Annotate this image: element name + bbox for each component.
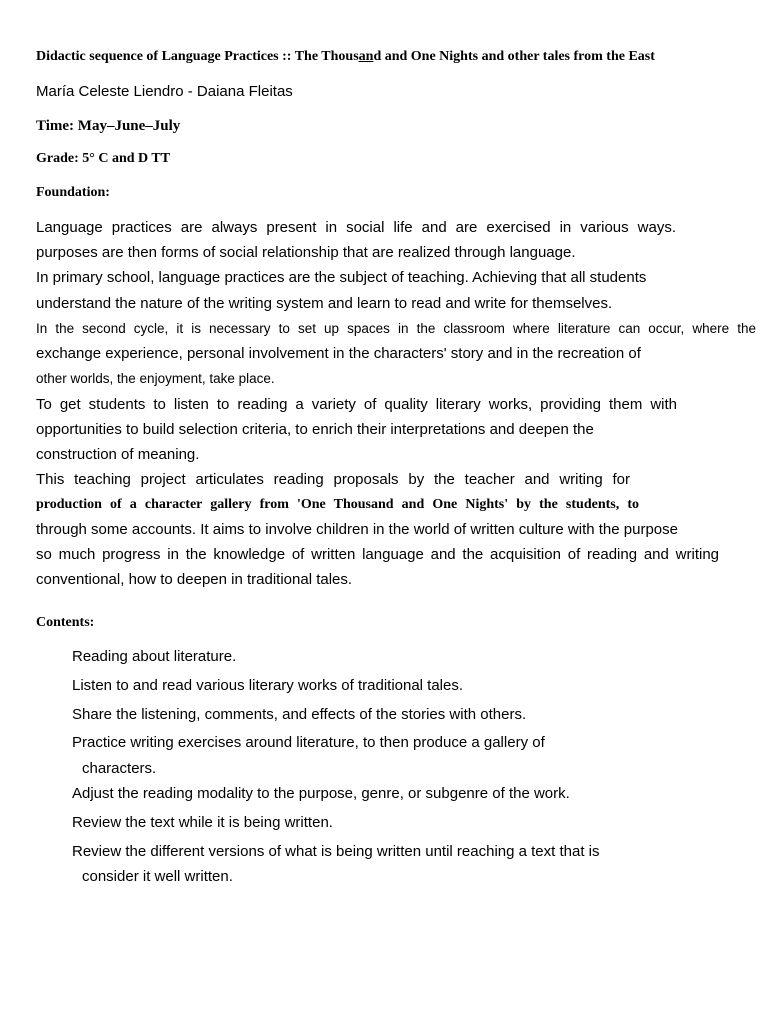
contents-item xyxy=(60,843,600,860)
contents-item-text: Adjust the reading modality to the purpose, genre, or subgenre of the work. xyxy=(72,785,570,802)
foundation-line: To get students to listen to reading a variety of quality literary works, providing them with xyxy=(36,396,677,413)
contents-item xyxy=(60,648,236,665)
foundation-line: understand the nature of the writing system and learn to read and write for themselves. xyxy=(36,295,613,312)
foundation-line: production of a character gallery from 'One Thousand and One Nights' by the students, to xyxy=(36,497,639,512)
contents-item-continuation: consider it well written. xyxy=(82,868,233,885)
foundation-line: other worlds, the enjoyment, take place. xyxy=(36,371,275,386)
title-part-2: an xyxy=(358,49,374,64)
foundation-line: Language practices are always present in social life and are exercised in various ways. xyxy=(36,219,676,236)
contents-item-text: Reading about literature. xyxy=(72,648,237,665)
document-title xyxy=(36,49,655,65)
contents-item-text: Share the listening, comments, and effects of the stories with others. xyxy=(72,706,527,723)
contents-item-text: Listen to and read various literary works of traditional tales. xyxy=(72,677,464,694)
title-part-1: Didactic sequence of Language Practices :: The Thous xyxy=(36,49,359,64)
contents-item-text: Review the text while it is being written. xyxy=(72,814,333,831)
contents-item xyxy=(60,785,570,802)
contents-item xyxy=(60,814,333,831)
foundation-line: opportunities to build selection criteria, to enrich their interpretations and deepen the xyxy=(36,421,594,438)
foundation-line: In primary school, language practices are the subject of teaching. Achieving that all students xyxy=(36,269,647,286)
foundation-line: so much progress in the knowledge of written language and the acquisition of reading and writing xyxy=(36,546,719,563)
foundation-line: construction of meaning. xyxy=(36,446,200,463)
foundation-line: exchange experience, personal involvement in the characters' story and in the recreation of xyxy=(36,345,641,362)
foundation-line: purposes are then forms of social relationship that are realized through language. xyxy=(36,244,576,261)
contents-item-continuation: characters. xyxy=(82,760,157,777)
contents-heading: Contents: xyxy=(36,615,95,630)
foundation-line: conventional, how to deepen in traditional tales. xyxy=(36,571,353,588)
foundation-line: through some accounts. It aims to involve children in the world of written culture with the purpose xyxy=(36,521,678,538)
contents-item-text: Practice writing exercises around literature, to then produce a gallery of xyxy=(72,734,545,751)
title-part-3: d and One Nights and other tales from the East xyxy=(373,49,655,64)
foundation-line: This teaching project articulates reading proposals by the teacher and writing for xyxy=(36,471,630,488)
grade-line: Grade: 5° C and D TT xyxy=(36,151,171,166)
contents-item xyxy=(60,734,545,751)
contents-item-text: Review the different versions of what is being written until reaching a text that is xyxy=(72,843,600,860)
foundation-heading: Foundation: xyxy=(36,185,110,200)
authors: María Celeste Liendro - Daiana Fleitas xyxy=(36,83,293,100)
contents-item xyxy=(60,706,526,723)
foundation-line: In the second cycle, it is necessary to set up spaces in the classroom where literature can occur, where the xyxy=(36,321,756,336)
contents-item xyxy=(60,677,463,694)
time-line: Time: May–June–July xyxy=(36,118,181,134)
